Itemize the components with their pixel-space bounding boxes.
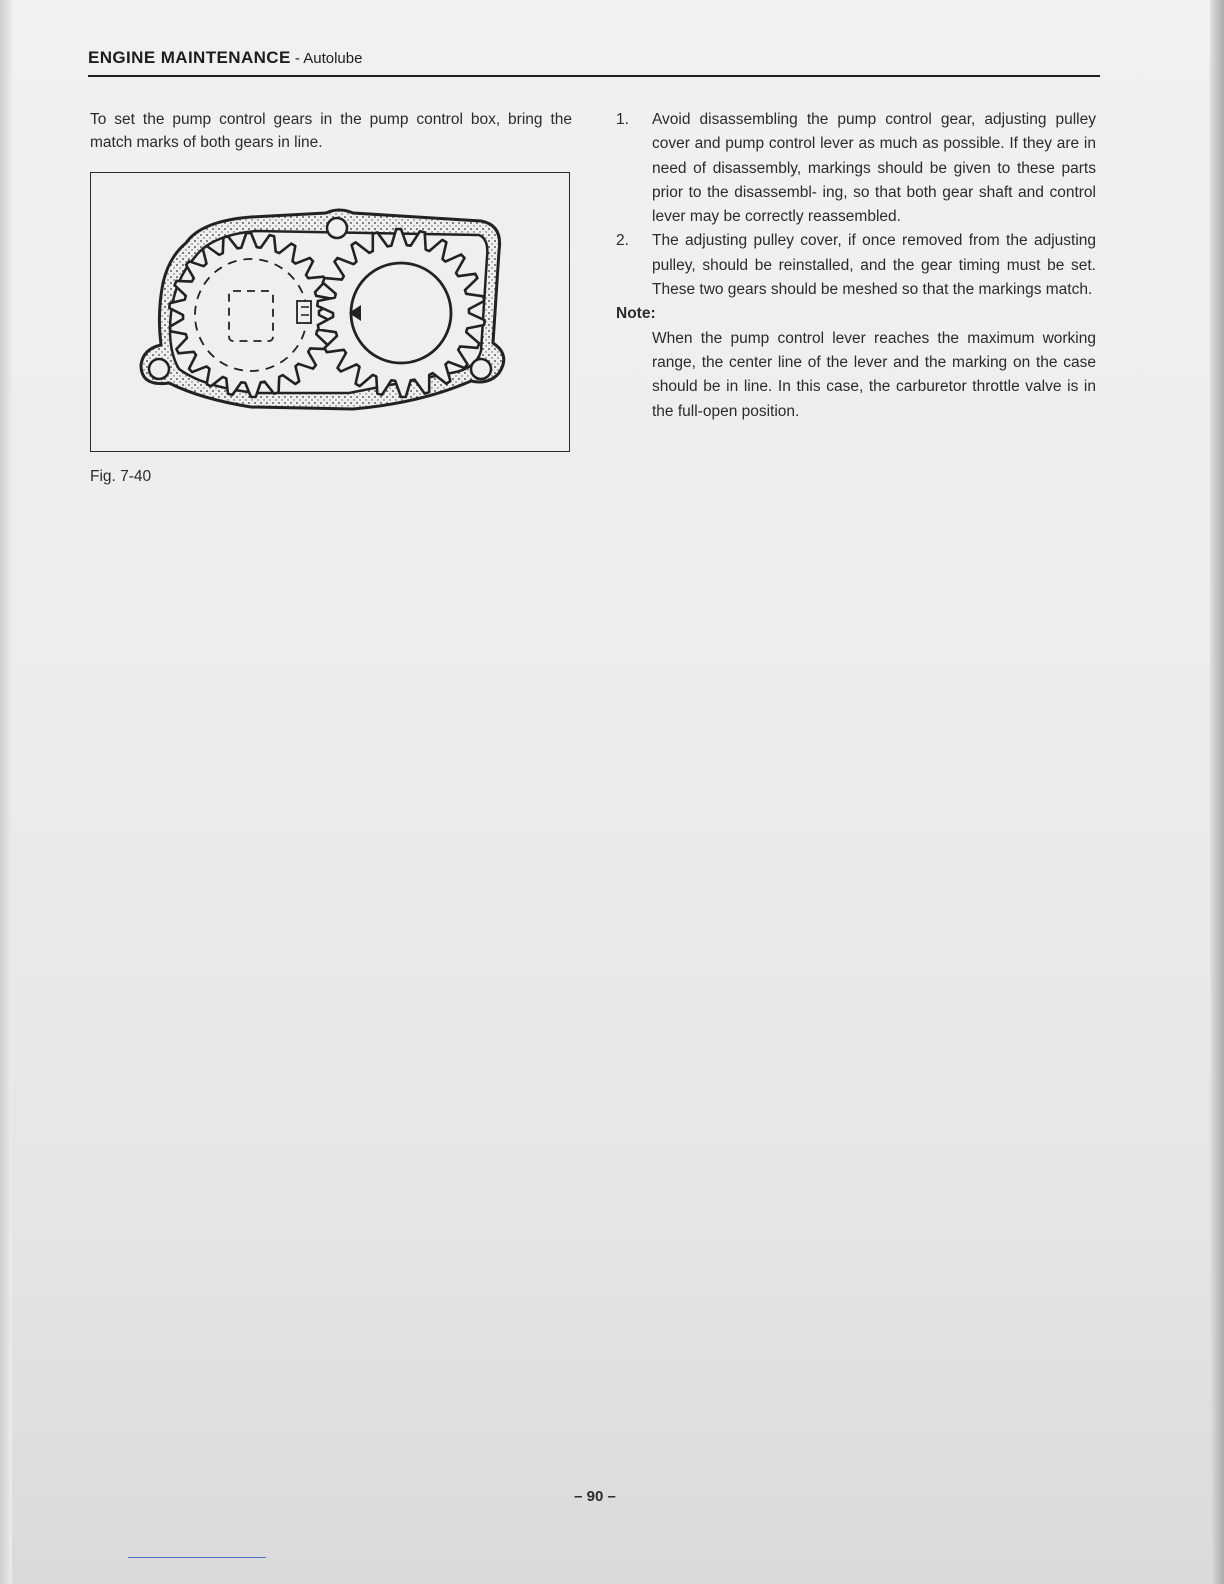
page-number: – 90 – <box>574 1488 616 1505</box>
intro-paragraph: To set the pump control gears in the pump control box, bring the match marks of both gears in line. <box>90 111 572 151</box>
figure-caption: Fig. 7-40 <box>90 468 152 485</box>
note-label: Note: <box>616 305 656 323</box>
header-separator: - <box>290 50 304 67</box>
page-left-edge-shadow <box>0 0 12 1584</box>
bottom-link-underline <box>128 1557 266 1558</box>
step-item <box>616 229 1096 302</box>
pump-control-gears-diagram-icon <box>91 173 569 451</box>
mounting-hole-top <box>327 218 347 238</box>
mounting-hole-left <box>149 359 169 379</box>
page-right-edge-shadow <box>1210 0 1224 1584</box>
step-text: The adjusting pulley cover, if once removed from the adjusting pulley, should be reinstalled, and the gear timing must be set. These two gears should be meshed so that the markings match. <box>652 232 1096 299</box>
right-column <box>616 108 1096 424</box>
mounting-hole-right <box>471 359 491 379</box>
header-subsection-title: Autolube <box>303 50 363 67</box>
left-column <box>90 108 572 154</box>
header-section-title: ENGINE MAINTENANCE <box>88 48 291 67</box>
step-number: 1. <box>616 111 629 128</box>
page-header <box>88 47 1100 70</box>
step-text: Avoid disassembling the pump control gear, adjusting pulley cover and pump control lever as much as possible. If they are in need of disassembly, markings should be given to these parts prior to the disassembl- ing, so that both gear shaft and control lever may be correctly reassembled. <box>652 111 1096 226</box>
step-item <box>616 108 1096 229</box>
step-number: 2. <box>616 232 629 250</box>
header-rule <box>88 75 1100 77</box>
figure-frame <box>90 172 570 452</box>
note-text: When the pump control lever reaches the maximum working range, the center line of the lever and the marking on the case should be in line. In this case, the carburetor throttle valve is in the full-open position. <box>652 329 1096 420</box>
